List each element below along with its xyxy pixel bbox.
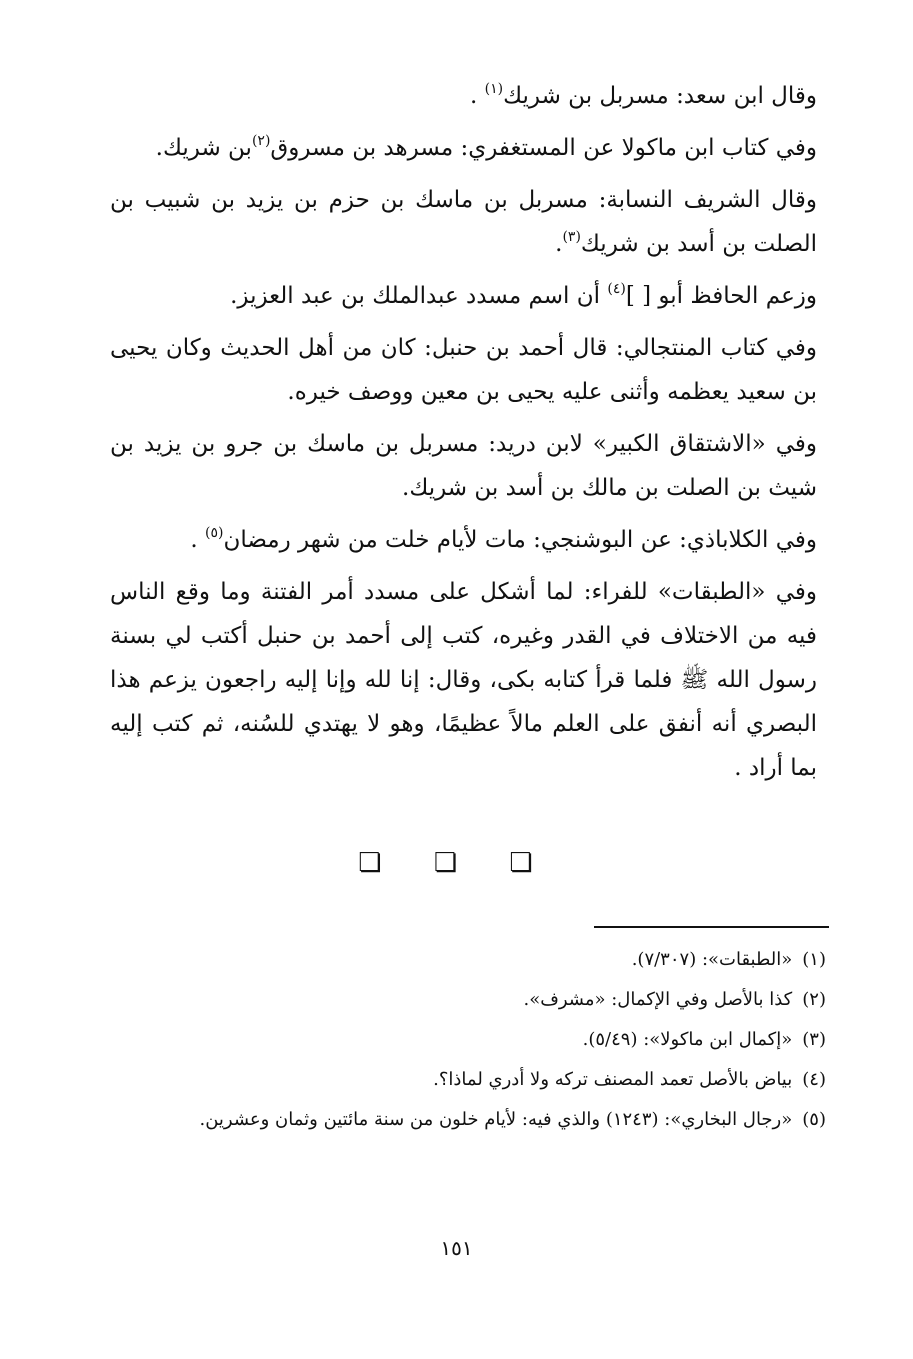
footnote-ref: (١) [484,81,504,97]
footnote-divider [594,926,829,928]
footnote [118,940,826,980]
paragraph: وقال ابن سعد: مسربل بن شريك$^{(١)}$ . [470,81,817,109]
footnote-text: «رجال البخاري»: (١٢٤٣) والذي فيه: لأيام خلون من سنة مائتين وثمان وعشرين. [199,1109,793,1130]
footnote-ref: (٥) [204,525,224,541]
page-number: ١٥١ [440,1236,473,1260]
footnote-number: (٤) [802,1069,826,1090]
footnote-number: (٥) [802,1109,826,1130]
footnote-text: بياض بالأصل تعمد المصنف تركه ولا أدري لماذا؟. [433,1069,793,1090]
paragraph: وفي كتاب المنتجالي: قال أحمد بن حنبل: كان من أهل الحديث وكان يحيى بن سعيد يعظمه وأثنى عليه يحيى بن معين ووصف خيره. [110,335,817,405]
footnote-ref: (٤) [607,281,626,297]
paragraph: وفي الكلاباذي: عن البوشنجي: مات لأيام خلت من شهر رمضان$^{(٥)}$ . [190,525,817,553]
footnote-number: (٣) [802,1029,826,1050]
footnote-ref: (٢) [251,133,271,149]
footnote [118,1060,826,1100]
footnote [118,980,826,1020]
footnote-ref: (٣) [562,229,581,245]
section-ornament: ❏ ❏ ❏ [358,848,555,878]
paragraph: وفي «الطبقات» للفراء: لما أشكل على مسدد أمر الفتنة وما وقع الناس فيه من الاختلاف في القدر وغيره، كتب إلى أحمد بن حنبل أكتب لي بسنة رسول الله ﷺ فلما قرأ كتابه بكى، وقال: إنا لله وإنا إليه راجعون يزعم هذا البصري أنه أنفق على العلم مالاً عظيمًا، وهو لا يهتدي للسُنه، ثم كتب إليه بما أراد . [110,579,817,781]
footnote-text: «الطبقات»: (٧/٣٠٧). [631,949,793,970]
footnote-number: (٢) [802,989,826,1010]
footnote-text: «إكمال ابن ماكولا»: (٥/٤٩). [582,1029,793,1050]
footnote-text: كذا بالأصل وفي الإكمال: «مشرف». [523,989,793,1010]
footnote-number: (١) [802,949,826,970]
footnote [118,1100,826,1140]
paragraph: وفي كتاب ابن ماكولا عن المستغفري: مسرهد بن مسروق$^{(٢)}$بن شريك. [155,133,817,161]
paragraph: وقال الشريف النسابة: مسربل بن ماسك بن حزم بن يزيد بن شبيب بن الصلت بن أسد بن شريك$^{(٣)}$. [110,187,817,257]
paragraph: وفي «الاشتقاق الكبير» لابن دريد: مسربل بن ماسك بن جرو بن يزيد بن شيث بن الصلت بن مالك بن أسد بن شريك. [110,431,817,501]
paragraph: وزعم الحافظ أبو [ ]$^{(٤)}$ أن اسم مسدد عبدالملك بن عبد العزيز. [230,281,817,309]
main-text [110,74,817,798]
footnote [118,1020,826,1060]
footnotes [118,940,826,1140]
